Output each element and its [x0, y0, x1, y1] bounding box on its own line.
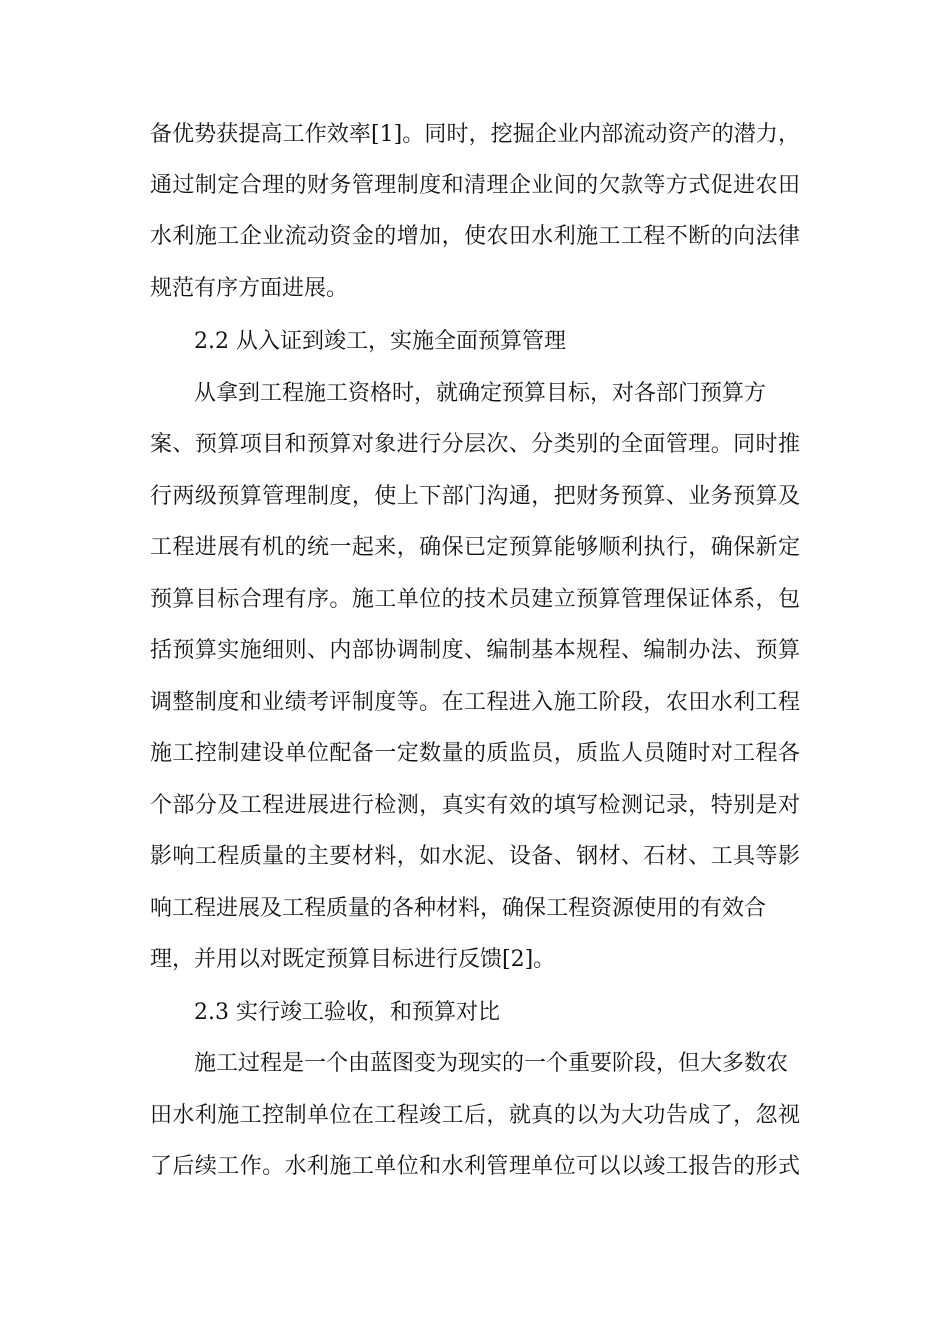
text-line: 括预算实施细则、内部协调制度、编制基本规程、编制办法、预算 — [150, 638, 800, 663]
text-line: 案、预算项目和预算对象进行分层次、分类别的全面管理。同时推 — [150, 432, 800, 457]
text-line: 田水利施工控制单位在工程竣工后，就真的以为大功告成了，忽视 — [150, 1103, 800, 1128]
text-line: 影响工程质量的主要材料，如水泥、设备、钢材、石材、工具等影 — [150, 844, 800, 869]
section-heading: 2.3 实行竣工验收，和预算对比 — [194, 1000, 500, 1025]
text-line: 了后续工作。水利施工单位和水利管理单位可以以竣工报告的形式 — [150, 1154, 800, 1179]
text-line: 施工过程是一个由蓝图变为现实的一个重要阶段，但大多数农 — [194, 1051, 789, 1076]
section-heading: 2.2 从入证到竣工，实施全面预算管理 — [194, 329, 566, 354]
text-line: 从拿到工程施工资格时，就确定预算目标，对各部门预算方 — [194, 381, 767, 406]
text-line: 预算目标合理有序。施工单位的技术员建立预算管理保证体系，包 — [150, 587, 800, 612]
text-line: 通过制定合理的财务管理制度和清理企业间的欠款等方式促进农田 — [150, 173, 800, 198]
text-line: 响工程进展及工程质量的各种材料，确保工程资源使用的有效合 — [150, 896, 767, 921]
text-line: 水利施工企业流动资金的增加，使农田水利施工工程不断的向法律 — [150, 224, 800, 249]
text-line: 工程进展有机的统一起来，确保已定预算能够顺利执行，确保新定 — [150, 535, 800, 560]
text-line: 调整制度和业绩考评制度等。在工程进入施工阶段，农田水利工程 — [150, 690, 800, 715]
text-line: 个部分及工程进展进行检测，真实有效的填写检测记录，特别是对 — [150, 793, 800, 818]
text-line: 规范有序方面进展。 — [150, 276, 349, 301]
text-line: 备优势获提高工作效率[1]。同时，挖掘企业内部流动资产的潜力， — [150, 122, 800, 147]
text-line: 施工控制建设单位配备一定数量的质监员，质监人员随时对工程各 — [150, 741, 800, 766]
text-line: 行两级预算管理制度，使上下部门沟通，把财务预算、业务预算及 — [150, 484, 800, 509]
text-line: 理，并用以对既定预算目标进行反馈[2]。 — [150, 947, 556, 972]
